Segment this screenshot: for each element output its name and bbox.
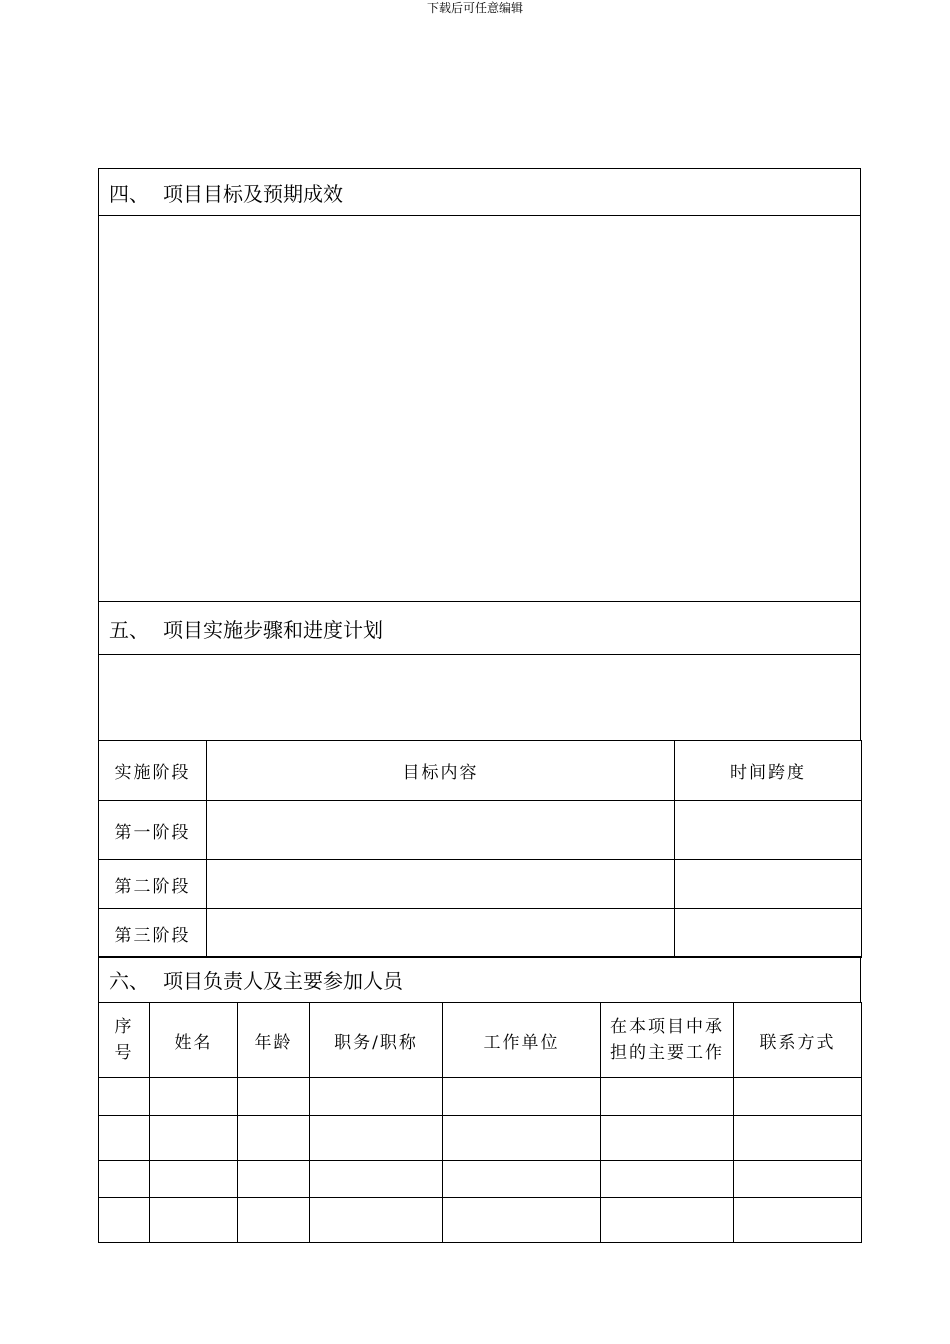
- members-header-row: [99, 1003, 862, 1078]
- members-table: [98, 1002, 862, 1243]
- members-cell[interactable]: [238, 1116, 310, 1161]
- members-header-title: 职务/职称: [310, 1003, 443, 1078]
- members-cell[interactable]: [443, 1116, 601, 1161]
- schedule-timespan-cell[interactable]: [675, 860, 862, 909]
- members-cell[interactable]: [99, 1198, 150, 1243]
- members-cell[interactable]: [443, 1078, 601, 1116]
- members-header-contact: 联系方式: [734, 1003, 862, 1078]
- members-header-role-line: 担的主要工作: [610, 1043, 724, 1063]
- members-cell[interactable]: [150, 1161, 238, 1198]
- schedule-header-phase: 实施阶段: [99, 741, 207, 801]
- members-cell[interactable]: [99, 1161, 150, 1198]
- members-header-employer: 工作单位: [443, 1003, 601, 1078]
- schedule-header-content: 目标内容: [207, 741, 675, 801]
- members-cell[interactable]: [150, 1198, 238, 1243]
- members-cell[interactable]: [99, 1116, 150, 1161]
- members-cell[interactable]: [601, 1116, 734, 1161]
- members-cell[interactable]: [601, 1161, 734, 1198]
- section-4-heading: [98, 168, 861, 216]
- table-row: [99, 1078, 862, 1116]
- table-row: [99, 1116, 862, 1161]
- members-header-seq: [99, 1003, 150, 1078]
- section-5-heading: [98, 601, 861, 655]
- schedule-header-timespan: 时间跨度: [675, 741, 862, 801]
- members-cell[interactable]: [238, 1078, 310, 1116]
- members-cell[interactable]: [734, 1161, 862, 1198]
- table-row: [99, 860, 862, 909]
- members-header-seq-line: 号: [114, 1043, 134, 1063]
- members-cell[interactable]: [734, 1116, 862, 1161]
- members-cell[interactable]: [238, 1161, 310, 1198]
- members-header-role-line: 在本项目中承: [610, 1017, 724, 1037]
- section-4-content-area[interactable]: [98, 215, 861, 602]
- members-cell[interactable]: [443, 1198, 601, 1243]
- section-6-number: 六、: [109, 969, 149, 993]
- table-row: [99, 801, 862, 860]
- schedule-content-cell[interactable]: [207, 801, 675, 860]
- members-cell[interactable]: [310, 1161, 443, 1198]
- schedule-timespan-cell[interactable]: [675, 801, 862, 860]
- members-cell[interactable]: [734, 1198, 862, 1243]
- members-cell[interactable]: [150, 1116, 238, 1161]
- schedule-content-cell[interactable]: [207, 909, 675, 958]
- section-5-title: 项目实施步骤和进度计划: [163, 617, 383, 642]
- members-cell[interactable]: [310, 1078, 443, 1116]
- table-row: [99, 909, 862, 958]
- members-cell[interactable]: [238, 1198, 310, 1243]
- header-note: 下载后可任意编辑: [426, 1, 523, 15]
- members-cell[interactable]: [443, 1161, 601, 1198]
- schedule-header-row: [99, 741, 862, 801]
- members-cell[interactable]: [310, 1116, 443, 1161]
- schedule-timespan-cell[interactable]: [675, 909, 862, 958]
- schedule-table: [98, 740, 862, 958]
- members-cell[interactable]: [601, 1198, 734, 1243]
- table-row: [99, 1198, 862, 1243]
- section-5-number: 五、: [109, 617, 149, 642]
- members-header-role: [601, 1003, 734, 1078]
- schedule-phase-label: 第一阶段: [99, 801, 207, 860]
- schedule-content-cell[interactable]: [207, 860, 675, 909]
- section-6-title: 项目负责人及主要参加人员: [163, 969, 403, 993]
- section-4-title: 项目目标及预期成效: [163, 181, 343, 206]
- schedule-phase-label: 第二阶段: [99, 860, 207, 909]
- members-header-age: 年龄: [238, 1003, 310, 1078]
- section-5-content-area[interactable]: [98, 654, 861, 741]
- members-cell[interactable]: [310, 1198, 443, 1243]
- members-header-seq-line: 序: [114, 1017, 134, 1037]
- members-cell[interactable]: [99, 1078, 150, 1116]
- table-row: [99, 1161, 862, 1198]
- section-4-number: 四、: [109, 181, 149, 206]
- schedule-phase-label: 第三阶段: [99, 909, 207, 958]
- members-cell[interactable]: [150, 1078, 238, 1116]
- section-6-heading: [98, 956, 861, 1003]
- members-cell[interactable]: [734, 1078, 862, 1116]
- members-header-name: 姓名: [150, 1003, 238, 1078]
- members-cell[interactable]: [601, 1078, 734, 1116]
